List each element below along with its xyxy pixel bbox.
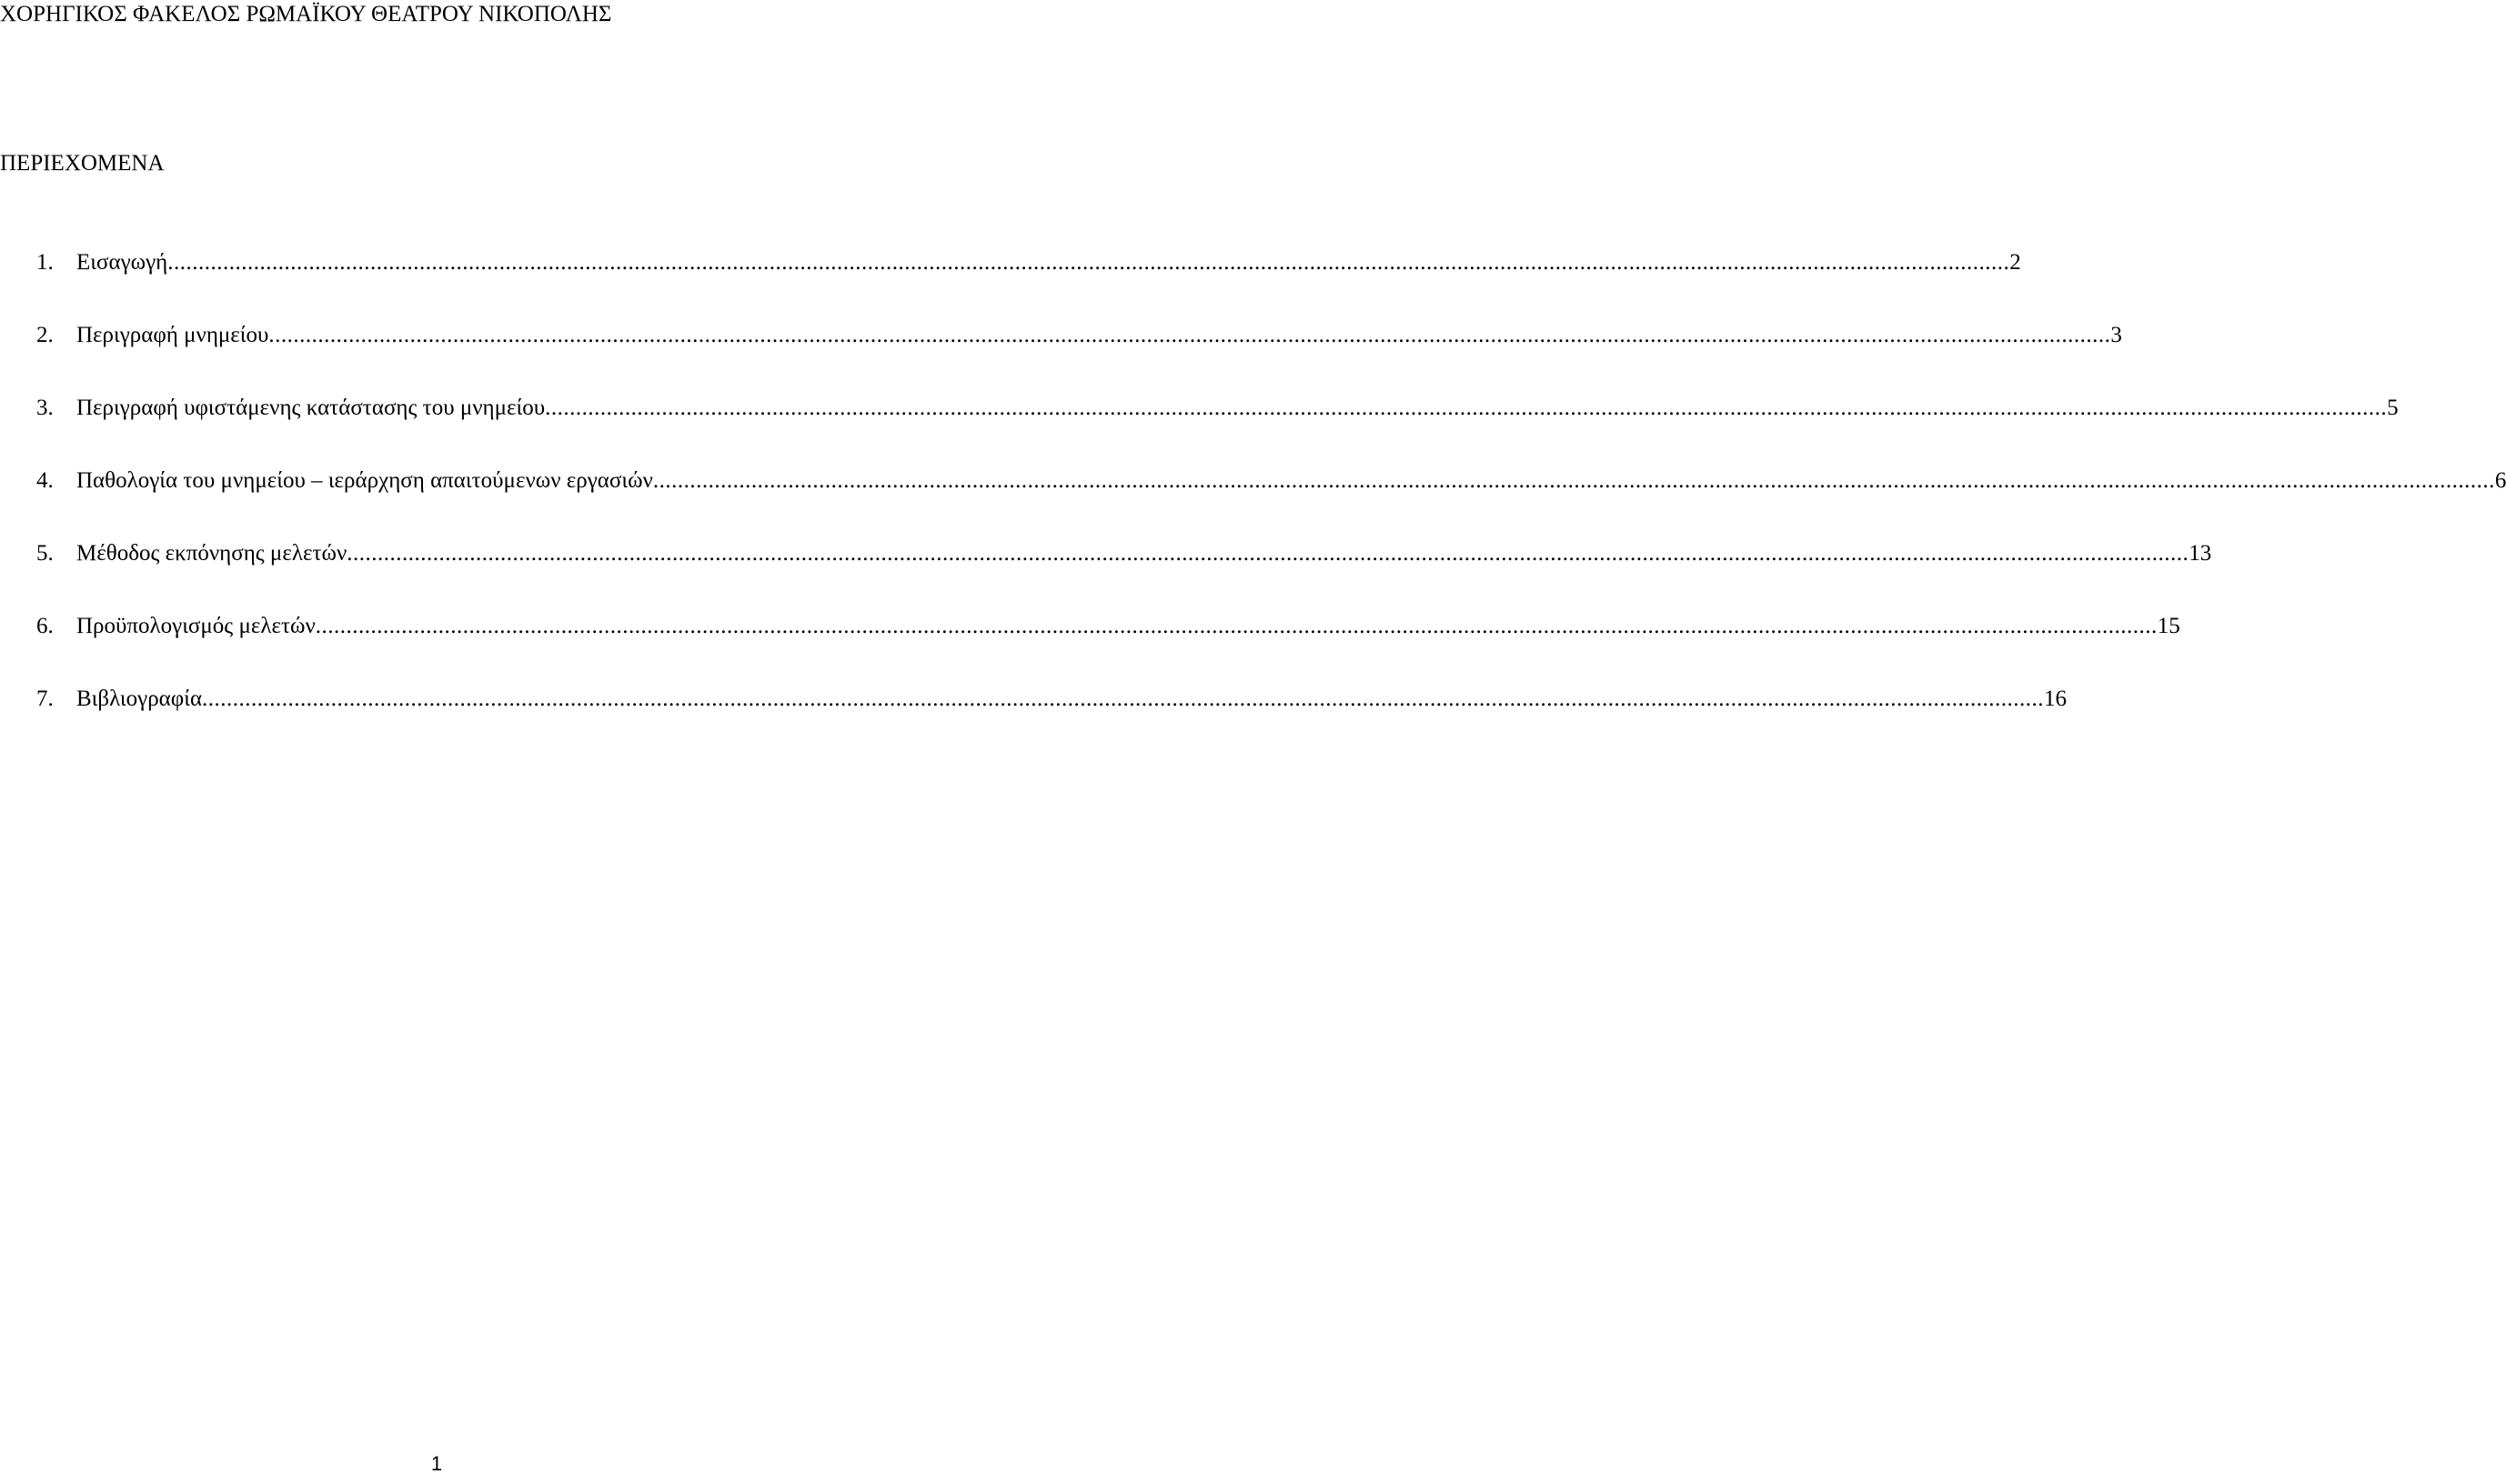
toc-dot-leader: ............................................................................................................................................................................................................................................................................................................ xyxy=(545,396,2388,420)
toc-entry-number: 2. xyxy=(36,323,54,347)
toc-entry[interactable] xyxy=(36,684,2068,715)
toc-dot-leader: ............................................................................................................................................................................................................................................................................................................ xyxy=(202,687,2045,711)
toc-entry[interactable] xyxy=(36,393,2399,424)
toc-entry-number: 7. xyxy=(36,687,54,711)
toc-entry-label: Εισαγωγή xyxy=(76,250,168,275)
toc-heading: ΠΕΡΙΕΧΟΜΕΝΑ xyxy=(0,151,165,175)
toc-entry-number: 3. xyxy=(36,396,54,420)
toc-dot-leader: ............................................................................................................................................................................................................................................................................................................ xyxy=(315,614,2158,638)
toc-entry-page: 15 xyxy=(2157,614,2180,638)
toc-entry[interactable] xyxy=(36,538,2212,569)
page-number: 1 xyxy=(430,1452,443,1475)
document-title: ΧΟΡΗΓΙΚΟΣ ΦΑΚΕΛΟΣ ΡΩΜΑΪΚΟΥ ΘΕΑΤΡΟΥ ΝΙΚΟΠΟΛΗΣ xyxy=(0,2,612,26)
toc-entry-label: Περιγραφή μνημείου xyxy=(76,323,269,347)
toc-entry[interactable] xyxy=(36,247,2021,278)
toc-dot-leader: ............................................................................................................................................................................................................................................................................................................ xyxy=(167,250,2010,275)
toc-entry-label: Παθολογία του μνημείου – ιεράρχηση απαιτούμενων εργασιών xyxy=(76,468,653,493)
toc-entry[interactable] xyxy=(36,466,2506,496)
toc-entry-page: 2 xyxy=(2009,250,2021,275)
toc-entry-number: 6. xyxy=(36,614,54,638)
toc-entry[interactable] xyxy=(36,320,2122,351)
toc-entry-label: Βιβλιογραφία xyxy=(76,687,203,711)
toc-dot-leader: ............................................................................................................................................................................................................................................................................................................ xyxy=(347,541,2189,566)
toc-entry-label: Προϋπολογισμός μελετών xyxy=(76,614,316,638)
toc-entry-label: Μέθοδος εκπόνησης μελετών xyxy=(76,541,347,566)
toc-entry-page: 5 xyxy=(2387,396,2399,420)
toc-entry-number: 5. xyxy=(36,541,54,566)
toc-entry-label: Περιγραφή υφιστάμενης κατάστασης του μνημείου xyxy=(76,396,546,420)
toc-entry-number: 4. xyxy=(36,468,54,493)
toc-entry-page: 13 xyxy=(2189,541,2212,566)
toc-dot-leader: ............................................................................................................................................................................................................................................................................................................ xyxy=(268,323,2111,347)
toc-entry-page: 3 xyxy=(2110,323,2122,347)
toc-entry-number: 1. xyxy=(36,250,54,275)
toc-dot-leader: ............................................................................................................................................................................................................................................................................................................ xyxy=(652,468,2495,493)
toc-entry[interactable] xyxy=(36,611,2180,642)
toc-entry-page: 16 xyxy=(2044,687,2068,711)
toc-entry-page: 6 xyxy=(2494,468,2506,493)
